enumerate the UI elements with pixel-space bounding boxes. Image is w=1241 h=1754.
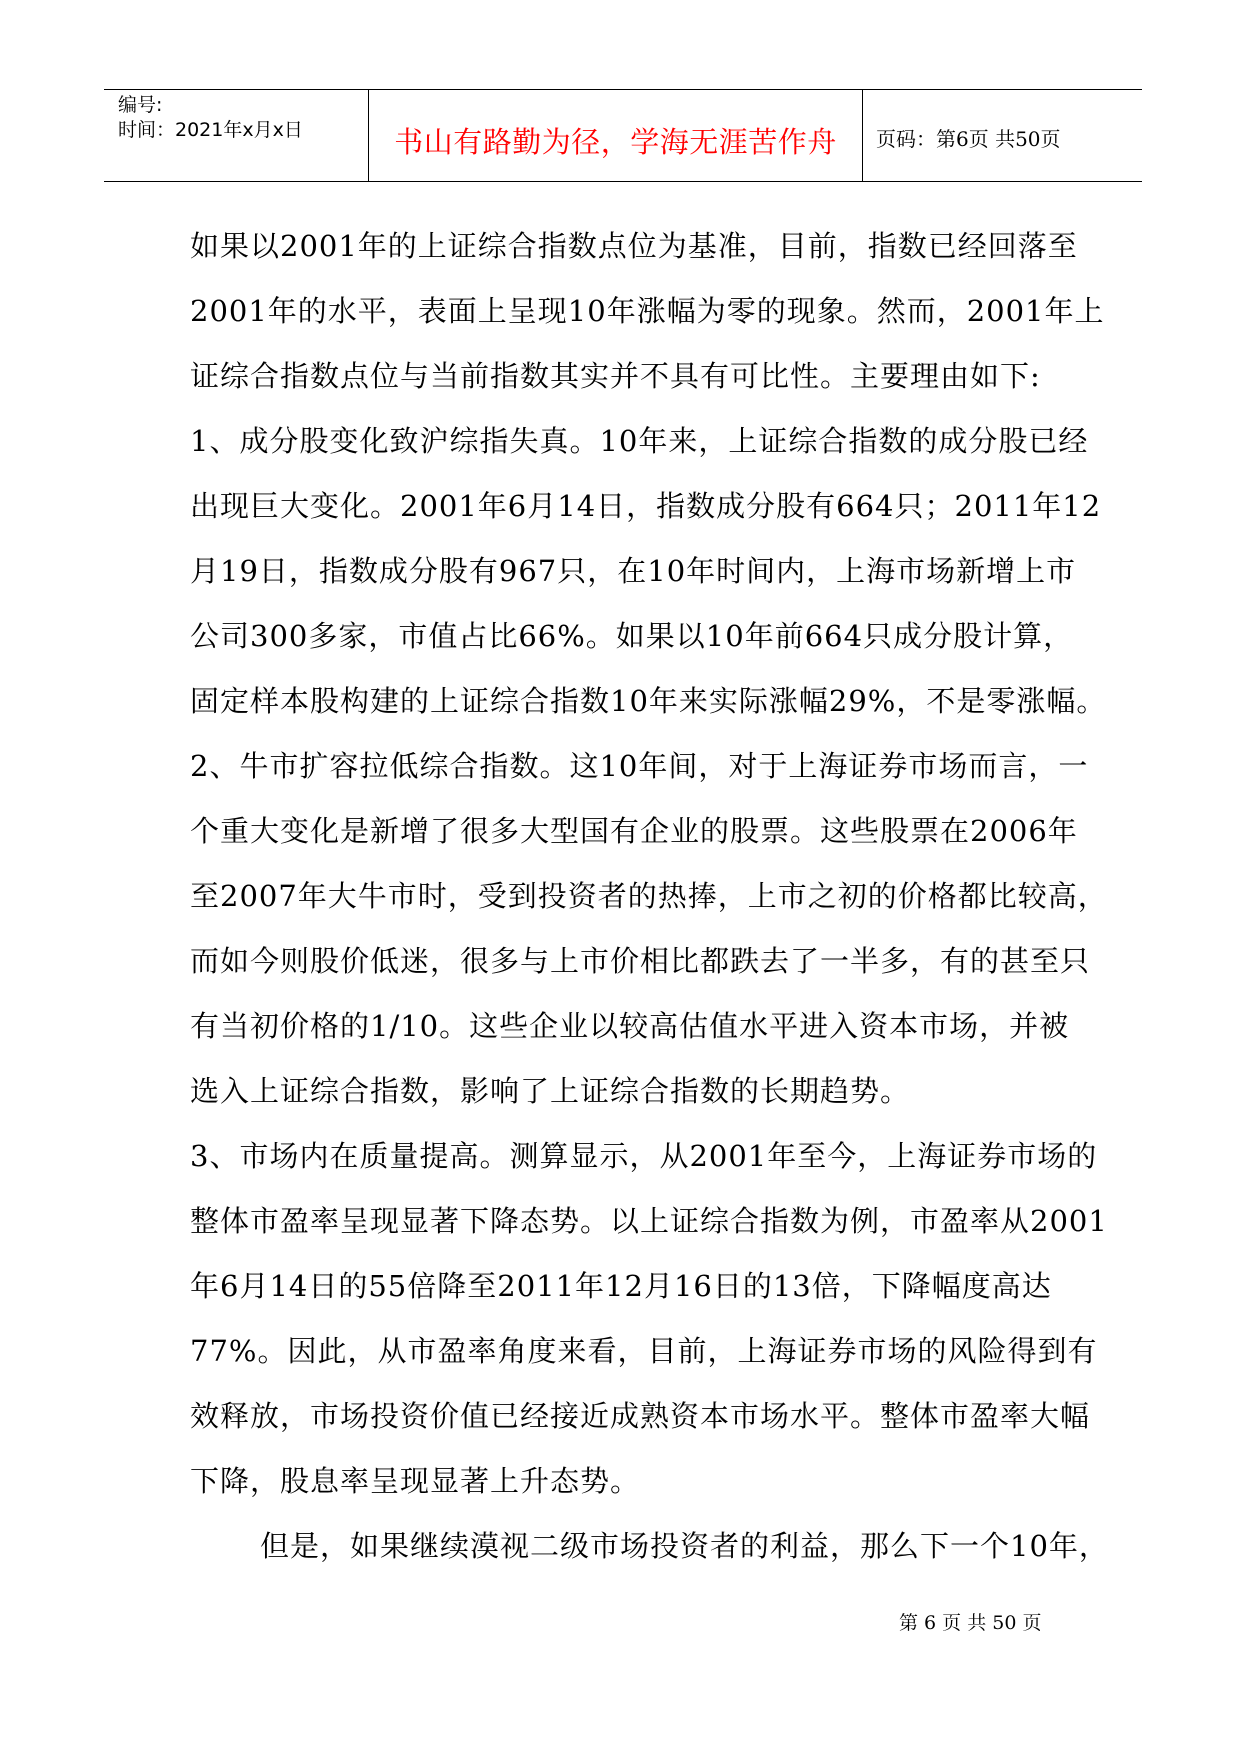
motto-text: 书山有路勤为径，学海无涯苦作舟: [394, 125, 837, 159]
body-line-indented: 但是，如果继续漠视二级市场投资者的利益，那么下一个10年，: [260, 1529, 1109, 1563]
header-motto-cell: [369, 90, 863, 181]
body-line: 而如今则股价低迷，很多与上市价相比都跌去了一半多，有的甚至只: [190, 944, 1091, 978]
document-body: [190, 214, 1109, 1579]
body-line: 年6月14日的55倍降至2011年12月16日的13倍，下降幅度高达: [190, 1269, 1052, 1303]
body-line: 如果以2001年的上证综合指数点位为基准，目前，指数已经回落至: [190, 229, 1078, 263]
body-line: 有当初价格的1/10。这些企业以较高估值水平进入资本市场，并被: [190, 1009, 1070, 1043]
body-line: 至2007年大牛市时，受到投资者的热捧，上市之初的价格都比较高，: [190, 879, 1108, 913]
body-line: 月19日，指数成分股有967只，在10年时间内，上海市场新增上市: [190, 554, 1077, 588]
header-page-cell: [863, 90, 1142, 181]
body-line: 2、牛市扩容拉低综合指数。这10年间，对于上海证券市场而言，一: [190, 749, 1089, 783]
header-page-info: 页码：第6页 共50页: [876, 127, 1061, 151]
page-footer: [899, 1608, 1041, 1635]
serial-number-label: 编号:: [118, 94, 163, 116]
body-line: 证综合指数点位与当前指数其实并不具有可比性。主要理由如下:: [190, 359, 1041, 393]
body-line: 下降，股息率呈现显著上升态势。: [190, 1464, 641, 1498]
body-line: 效释放，市场投资价值已经接近成熟资本市场水平。整体市盈率大幅: [190, 1399, 1091, 1433]
body-line: 77%。因此，从市盈率角度来看，目前，上海证券市场的风险得到有: [190, 1334, 1098, 1368]
header-meta-cell: [104, 90, 369, 181]
body-line: 2001年的水平，表面上呈现10年涨幅为零的现象。然而，2001年上: [190, 294, 1105, 328]
body-line: 1、成分股变化致沪综指失真。10年来，上证综合指数的成分股已经: [190, 424, 1089, 458]
time-label: 时间：2021年x月x日: [118, 119, 303, 141]
body-line: 选入上证综合指数，影响了上证综合指数的长期趋势。: [190, 1074, 911, 1108]
footer-page-number: 第 6 页 共 50 页: [899, 1612, 1042, 1634]
body-line: 出现巨大变化。2001年6月14日，指数成分股有664只；2011年12: [190, 489, 1102, 523]
page-header: [104, 89, 1142, 182]
body-line: 固定样本股构建的上证综合指数10年来实际涨幅29%，不是零涨幅。: [190, 684, 1107, 718]
body-line: 公司300多家，市值占比66%。如果以10年前664只成分股计算，: [190, 619, 1074, 653]
body-line: 个重大变化是新增了很多大型国有企业的股票。这些股票在2006年: [190, 814, 1078, 848]
body-line: 3、市场内在质量提高。测算显示，从2001年至今，上海证券市场的: [190, 1139, 1098, 1173]
body-line: 整体市盈率呈现显著下降态势。以上证综合指数为例，市盈率从2001: [190, 1204, 1108, 1238]
